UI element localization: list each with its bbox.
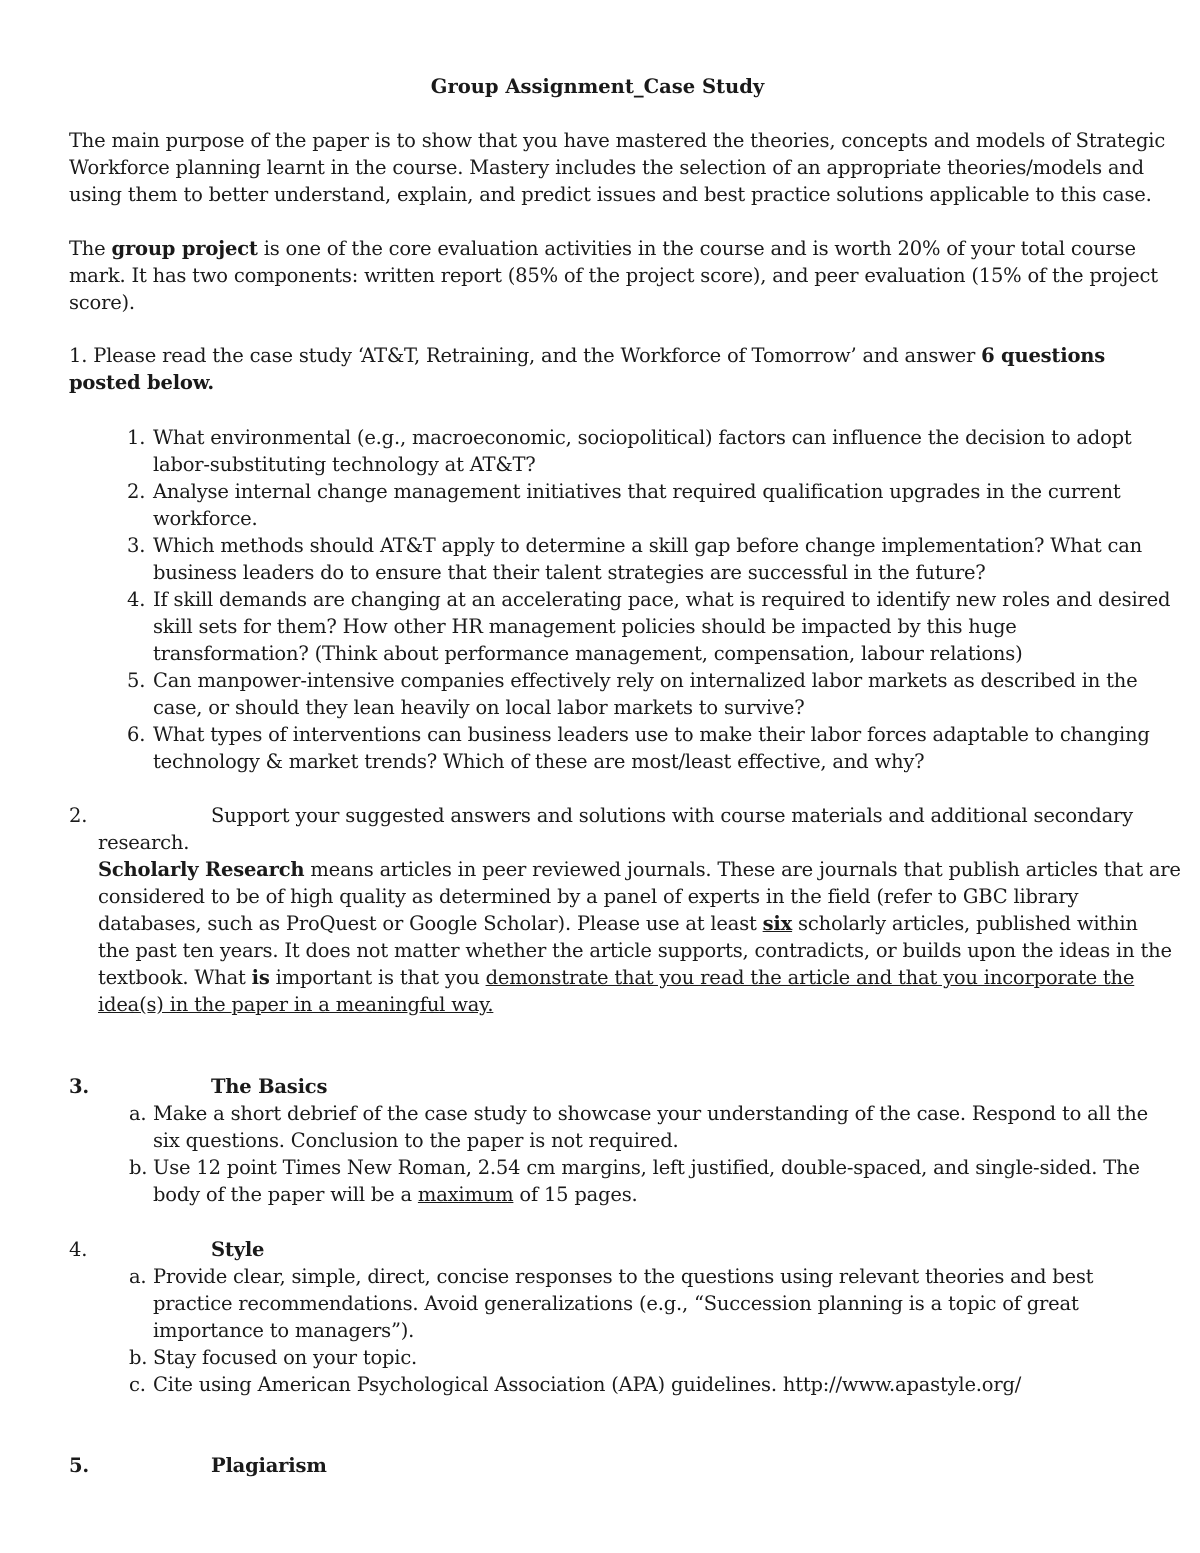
list-item: Use 12 point Times New Roman, 2.54 cm margins, left justified, double-spaced, and single-sided. The [153,1156,1140,1179]
list-item-number: 1. [127,426,146,449]
list-item: What environmental (e.g., macroeconomic, sociopolitical) factors can influence the decision to adopt [153,426,1132,449]
section-heading: Style [211,1238,265,1261]
underlined-requirement: demonstrate that you read the article and that you incorporate the [485,966,1135,989]
list-item-number: 6. [127,723,146,746]
list-item-number: 4. [127,588,146,611]
section-heading: Plagiarism [211,1454,327,1477]
list-item: What types of interventions can business leaders use to make their labor forces adaptable to changing [153,723,1150,746]
list-item-letter: a. [129,1265,147,1288]
item-5-number: 5. [69,1454,89,1477]
item-4-number: 4. [69,1238,88,1261]
list-item: Make a short debrief of the case study to showcase your understanding of the case. Respond to all the [153,1102,1148,1125]
section-heading: The Basics [211,1075,328,1098]
document-page: Group Assignment_Case Study The main purpose of the paper is to show that you have mastered the theories, concepts and models of Strategic Workforce planning learnt in the course. Mastery includes the selection of an appropriate theories/models and using them to better understand, explain, and predict issues and best practice solutions applicable to this case. The group project is one of the core evaluation activities in the course and is worth 20% of your total course mark. It has two components: written report (85% of the project score), and peer evaluation (15% of the project score). 1. Please read the case study ‘AT&T, Retraining, and the Workforce of Tomorrow’ and answer 6 questions posted below. 1. What environmental (e.g., macroeconomic, sociopolitical) factors can influence the decision to adopt labor-substituting technology at AT&T? 2. Analyse internal change management initiatives that required qualification upgrades in the current workforce. 3. Which methods should AT&T apply to determine a skill gap before change implementation? What can business leaders do to ensure that their talent strategies are successful in the future? 4. If skill demands are changing at an accelerating pace, what is required to identify new roles and desired skill sets for them? How other HR management policies should be impacted by this huge transformation? (Think about performance management, compensation, labour relations) 5. Can manpower-intensive companies effectively rely on internalized labor markets as described in the case, or should they lean heavily on local labor markets to survive? 6. What types of interventions can business leaders use to make their labor forces adaptable to changing technology & market trends? Which of these are most/least effective, and why? 2. Support your suggested answers and solutions with course materials and additional secondary research. Scholarly Research means articles in peer reviewed journals. These are journals that publish articles that are considered to be of high quality as determined by a panel of experts in the field (refer to GBC library databases, such as ProQuest or Google Scholar). Please use at least six scholarly articles, published within the past ten years. It does not matter whether the article supports, contradicts, or builds upon the ideas in the textbook. What is important is that you demonstrate that you read the article and that you incorporate the idea(s) in the paper in a meaningful way. 3. The Basics a. Make a short debrief of the case study to showcase your understanding of the case. Respond to all the six questions. Conclusion to the paper is not required. b. Use 12 point Times New Roman, 2.54 cm margins, left justified, double-spaced, and single-sided. The body of the paper will be a maximum of 15 pages. 4. Style a. Provide clear, simple, direct, concise responses to the questions using relevant theories and best practice recommendations. Avoid generalizations (e.g., “Succession planning is a topic of great importance to managers”). b. Stay focused on your topic. c. Cite using American Psychological Association (APA) guidelines. http://www.apastyle.org/ 5. Plagiarism [0,0,1200,1553]
six-emphasis: six [762,912,793,935]
list-item-letter: c. [129,1373,146,1396]
item-2-number: 2. [69,804,88,827]
scholarly-research-bold: Scholarly Research [98,858,305,881]
list-item: Can manpower-intensive companies effectively rely on internalized labor markets as described in the [153,669,1138,692]
list-item-letter: a. [129,1102,147,1125]
list-item: If skill demands are changing at an accelerating pace, what is required to identify new roles and desired [153,588,1171,611]
list-item: Stay focused on your topic. [153,1346,418,1369]
list-item-number: 3. [127,534,146,557]
list-item: Provide clear, simple, direct, concise responses to the questions using relevant theories and best [153,1265,1094,1288]
list-item: Which methods should AT&T apply to determine a skill gap before change implementation? What can [153,534,1143,557]
list-item: Analyse internal change management initiatives that required qualification upgrades in the current [153,480,1121,503]
group-project-bold: group project [111,237,258,260]
document-title: Group Assignment_Case Study [430,75,765,98]
list-item-letter: b. [129,1346,148,1369]
list-item-letter: b. [129,1156,148,1179]
list-item-number: 2. [127,480,146,503]
item-3-number: 3. [69,1075,89,1098]
list-item: Cite using American Psychological Association (APA) guidelines. http://www.apastyle.org/ [153,1373,1022,1396]
list-item-number: 5. [127,669,146,692]
